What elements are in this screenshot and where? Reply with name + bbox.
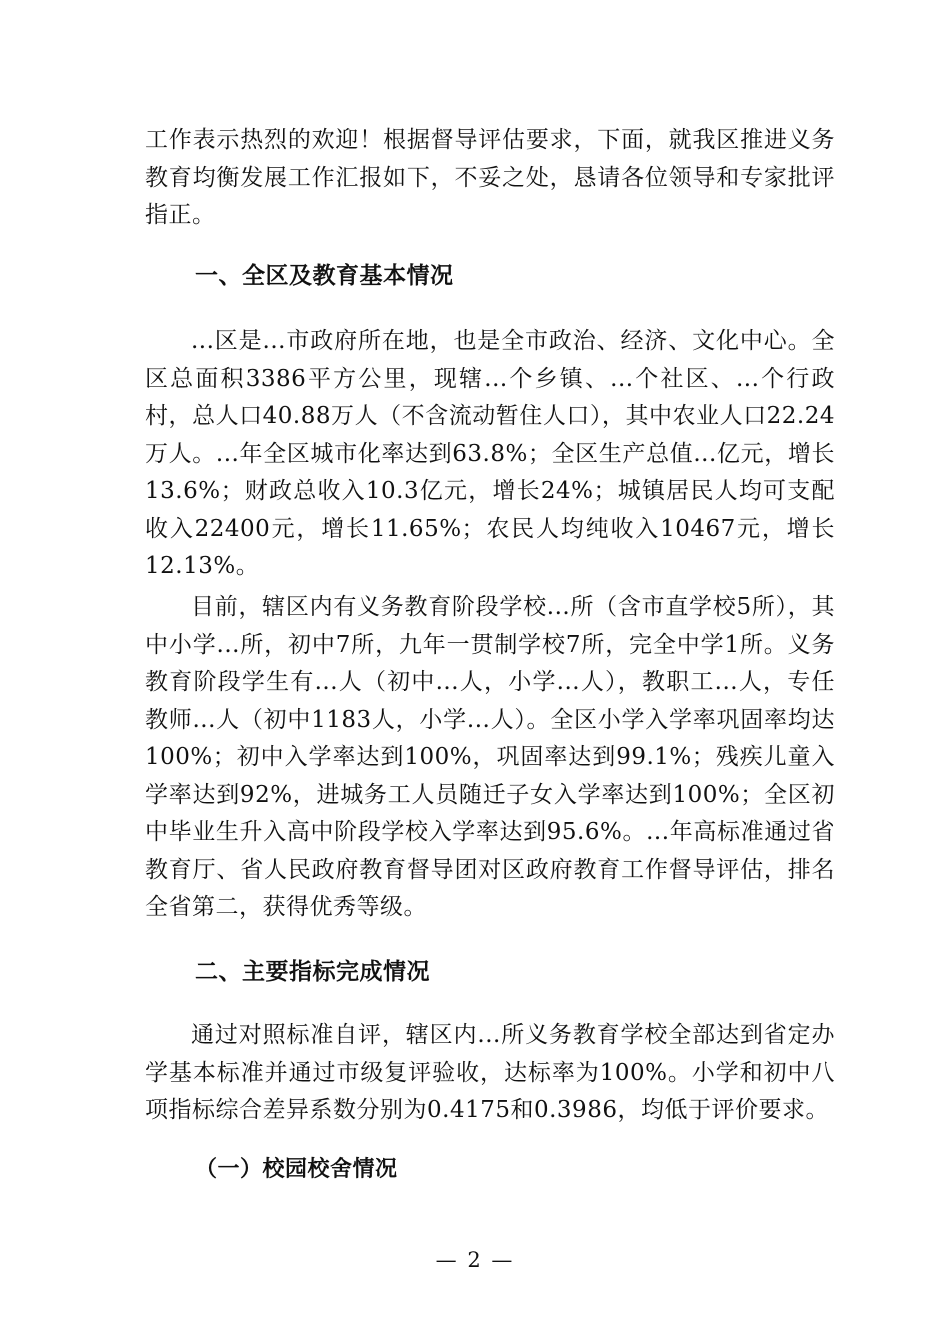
intro-paragraph: 工作表示热烈的欢迎！根据督导评估要求，下面，就我区推进义务教育均衡发展工作汇报如下，不妥之处，恳请各位领导和专家批评指正。: [145, 127, 835, 228]
subsection-heading-campus: （一）校园校舍情况: [195, 1157, 398, 1182]
basic-situation-paragraph-1: ...区是...市政府所在地，也是全市政治、经济、文化中心。全区总面积3386平方公里，现辖...个乡镇、...个社区、...个行政村，总人口40.88万人（不含流动暂住人口），其中农业人口22.24万人。...年全区城市化率达到63.8%；全区生产总值...亿元，增长13.6%；财政总收入10.3亿元，增长24%；城镇居民人均可支配收入22400元，增长11.65%；农民人均纯收入10467元，增长12.13%。: [145, 328, 835, 579]
section-heading-indicators: 二、主要指标完成情况: [195, 959, 430, 985]
indicators-paragraph: 通过对照标准自评，辖区内...所义务教育学校全部达到省定办学基本标准并通过市级复评验收，达标率为100%。小学和初中八项指标综合差异系数分别为0.4175和0.3986，均低于评价要求。: [145, 1022, 835, 1123]
section-heading-basic-situation: 一、全区及教育基本情况: [195, 263, 454, 289]
page-number: — 2 —: [435, 1248, 515, 1272]
basic-situation-paragraph-2: 目前，辖区内有义务教育阶段学校...所（含市直学校5所），其中小学...所，初中7所，九年一贯制学校7所，完全中学1所。义务教育阶段学生有...人（初中...人，小学...人），教职工...人，专任教师...人（初中1183人，小学...人）。全区小学入学率巩固率均达100%；初中入学率达到100%，巩固率达到99.1%；残疾儿童入学率达到92%，进城务工人员随迁子女入学率达到100%；全区初中毕业生升入高中阶段学校入学率达到95.6%。...年高标准通过省教育厅、省人民政府教育督导团对区政府教育工作督导评估，排名全省第二，获得优秀等级。: [145, 594, 835, 920]
